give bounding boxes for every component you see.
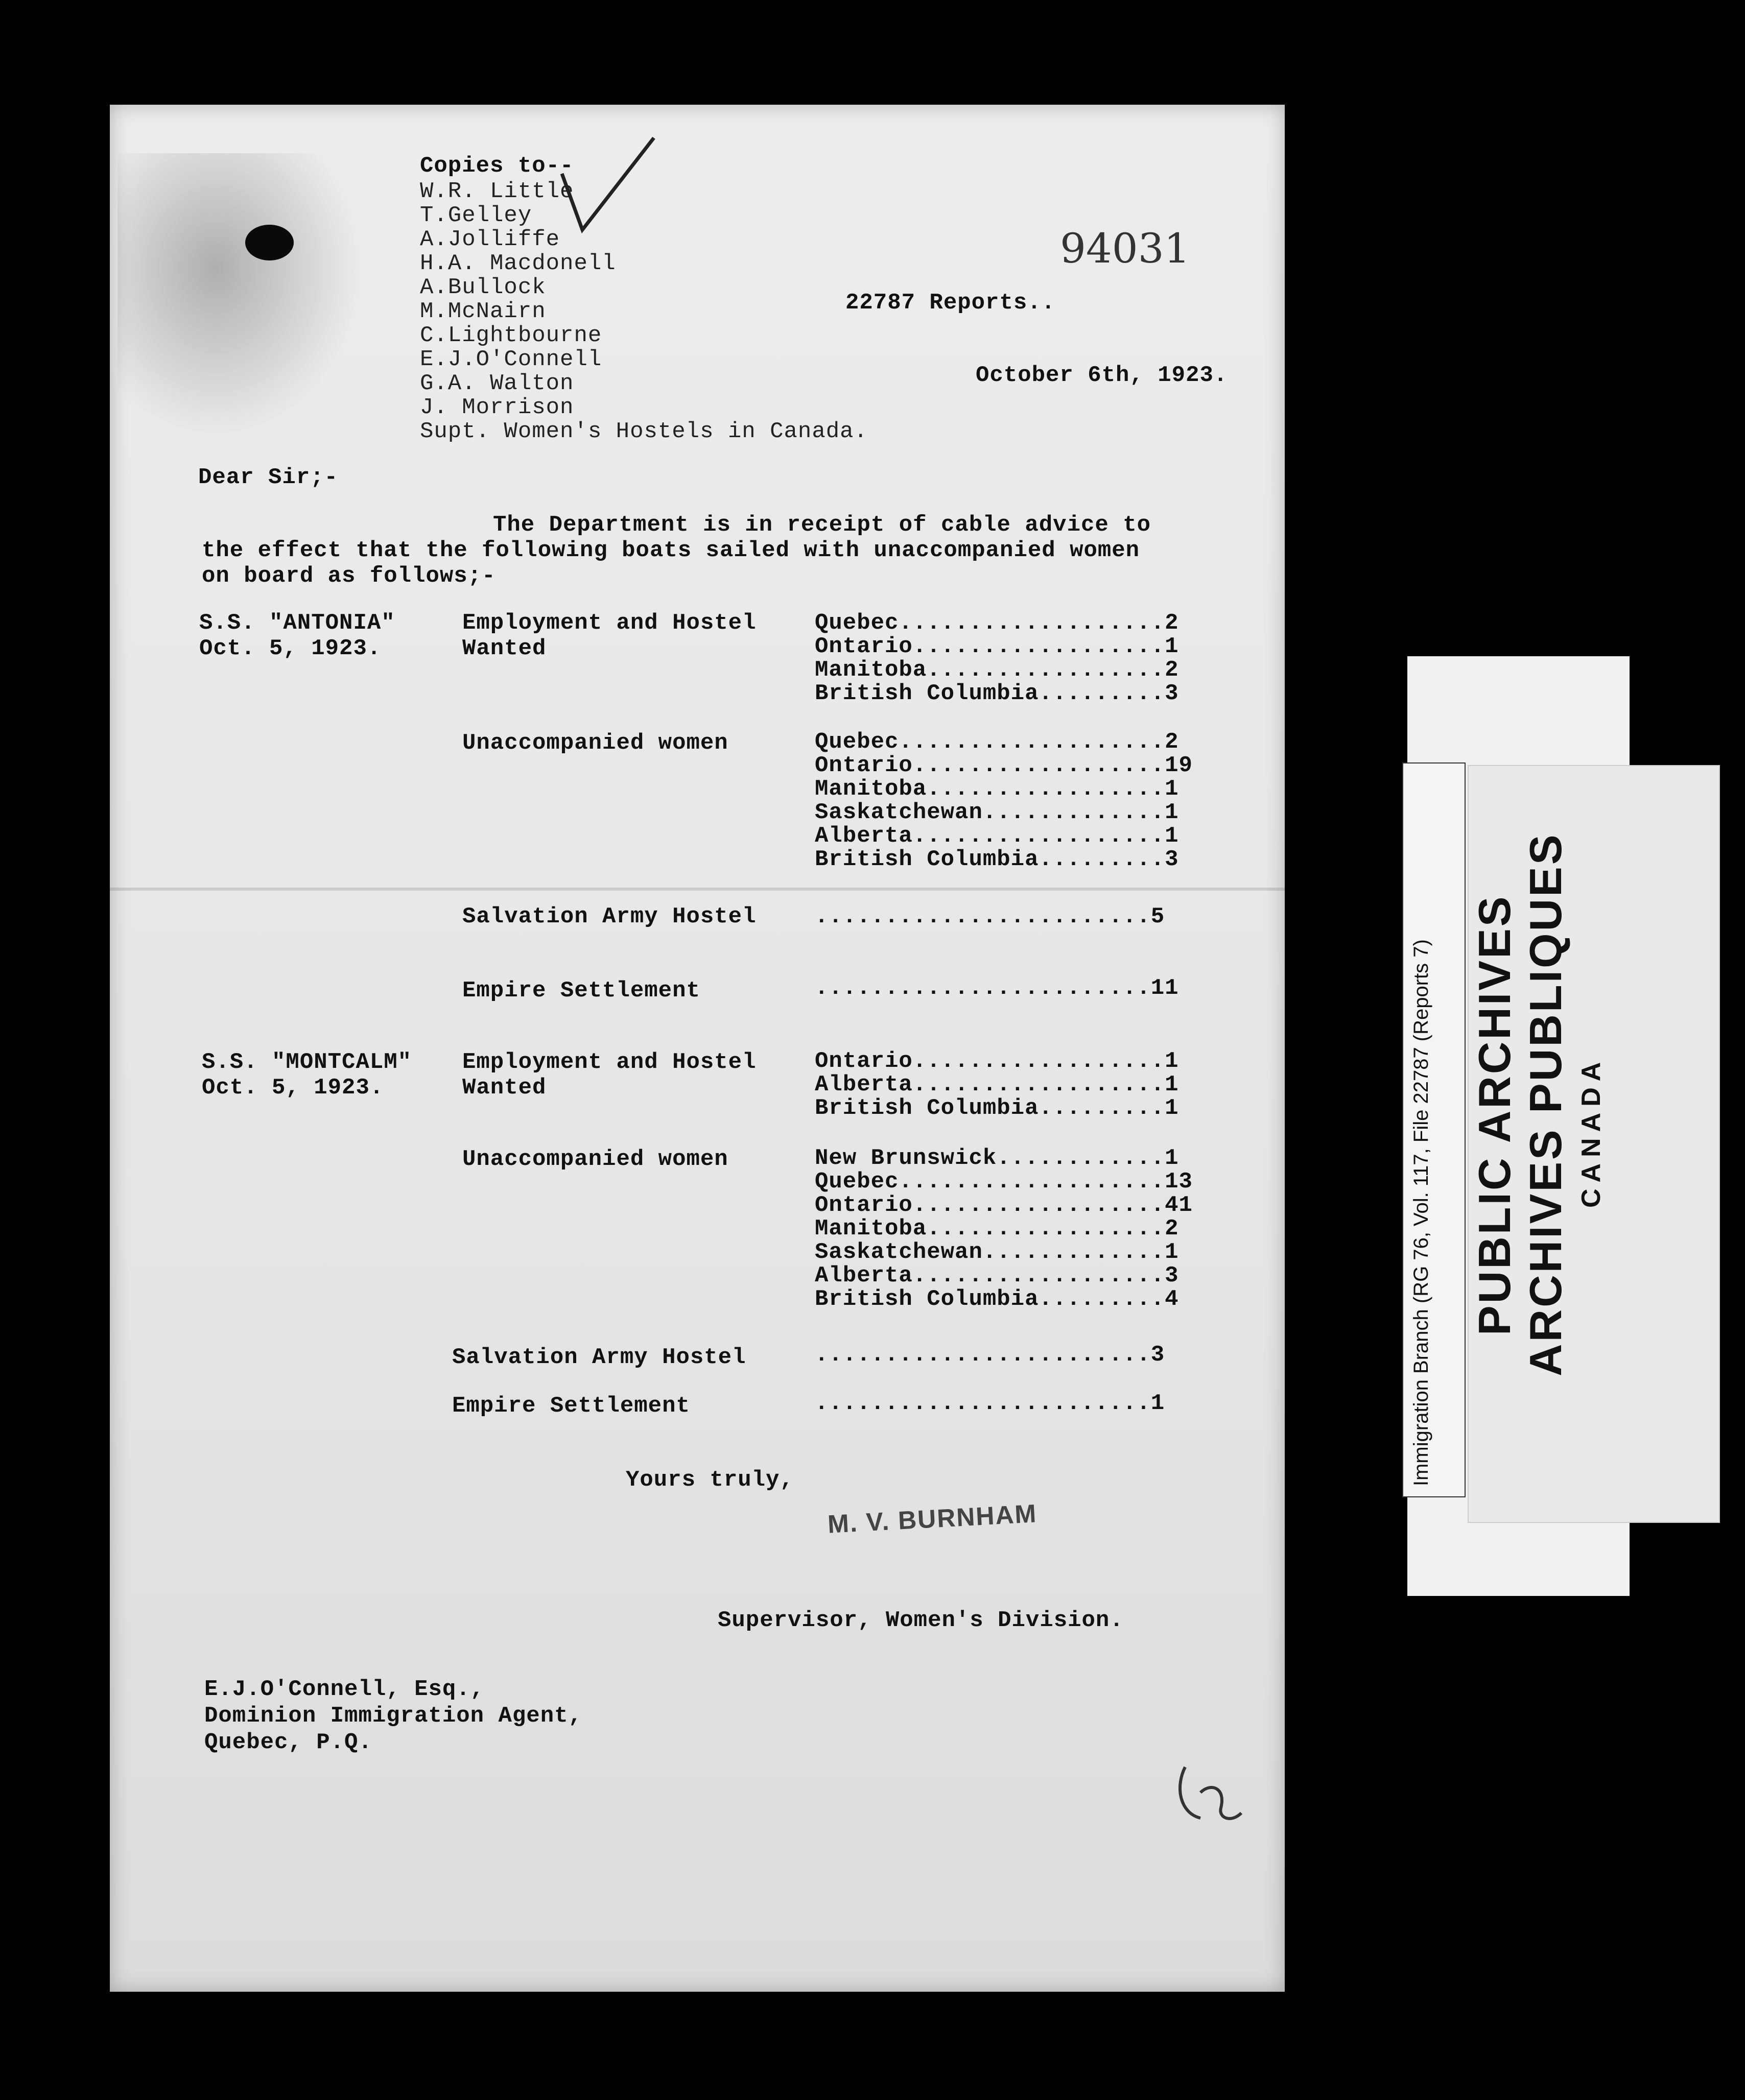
ship-1-date: Oct. 5, 1923. [199, 636, 382, 661]
ship-2-women-row: Manitoba.................2 [815, 1216, 1179, 1242]
ship-1-women-row: Alberta..................1 [815, 823, 1179, 849]
copies-recipient: G.A. Walton [420, 371, 574, 396]
ship-2-salvation-label: Salvation Army Hostel [452, 1345, 746, 1370]
copies-recipient: M.McNairn [420, 299, 546, 324]
copies-heading: Copies to-- [420, 153, 574, 179]
body-line-1: The Department is in receipt of cable advice to [493, 512, 1151, 538]
ship-1-employment-row: Manitoba.................2 [815, 657, 1179, 683]
ink-smudge [117, 153, 363, 439]
ship-1-women-row: British Columbia.........3 [815, 847, 1179, 872]
ship-1-salvation-value: ........................5 [815, 904, 1165, 929]
ship-1-employment-row: British Columbia.........3 [815, 681, 1179, 706]
copies-recipient: E.J.O'Connell [420, 347, 602, 372]
addressee-line: Quebec, P.Q. [204, 1730, 372, 1755]
ship-2-women-label: Unaccompanied women [462, 1147, 728, 1172]
addressee-line: E.J.O'Connell, Esq., [204, 1677, 485, 1702]
archive-line-canada: CANADA [1576, 1056, 1606, 1208]
closing: Yours truly, [626, 1467, 794, 1493]
letter-date: October 6th, 1923. [976, 363, 1228, 388]
ship-2-date: Oct. 5, 1923. [202, 1075, 384, 1101]
ship-2-women-row: British Columbia.........4 [815, 1286, 1179, 1312]
body-line-2: the effect that the following boats sailed with unaccompanied women [202, 538, 1140, 563]
ship-2-name: S.S. "MONTCALM" [202, 1049, 412, 1075]
ship-1-empire-label: Empire Settlement [462, 978, 700, 1004]
copies-recipient: W.R. Little [420, 179, 574, 204]
ship-2-employment-row: Alberta..................1 [815, 1072, 1179, 1097]
ship-1-employment-label-2: Wanted [462, 636, 547, 661]
copies-recipient: A.Bullock [420, 275, 546, 300]
ship-2-empire-value: ........................1 [815, 1391, 1165, 1416]
ink-blot [245, 225, 294, 260]
ship-2-women-row: New Brunswick............1 [815, 1146, 1179, 1171]
copies-recipient: A.Jolliffe [420, 227, 560, 252]
ship-1-women-row: Ontario..................19 [815, 753, 1193, 778]
copies-recipient: T.Gelley [420, 203, 532, 228]
signature-title: Supervisor, Women's Division. [718, 1608, 1124, 1633]
archive-reference: Immigration Branch (RG 76, Vol. 117, File 22787 (Reports 7) [1410, 939, 1432, 1486]
ship-1-employment-row: Ontario..................1 [815, 634, 1179, 659]
ship-2-salvation-value: ........................3 [815, 1342, 1165, 1368]
archive-line-publiques: ARCHIVES PUBLIQUES [1520, 832, 1571, 1376]
ship-1-employment-row: Quebec...................2 [815, 610, 1179, 636]
signature-stamp: M. V. BURNHAM [827, 1499, 1038, 1539]
copies-recipient: C.Lightbourne [420, 323, 602, 348]
ship-2-women-row: Ontario..................41 [815, 1192, 1193, 1218]
ship-1-employment-label: Employment and Hostel [462, 610, 757, 636]
ship-2-women-row: Alberta..................3 [815, 1263, 1179, 1288]
ship-1-women-label: Unaccompanied women [462, 730, 728, 756]
salutation: Dear Sir;- [198, 465, 339, 490]
copies-recipient: J. Morrison [420, 395, 574, 420]
archive-line-public: PUBLIC ARCHIVES [1469, 894, 1520, 1335]
ship-2-employment-label: Employment and Hostel [462, 1049, 757, 1075]
ship-1-name: S.S. "ANTONIA" [199, 610, 395, 636]
handwritten-initials [1170, 1757, 1252, 1833]
ship-2-women-row: Quebec...................13 [815, 1169, 1193, 1195]
handwritten-check-mark [552, 128, 664, 260]
body-line-3: on board as follows;- [202, 563, 496, 589]
ship-1-women-row: Saskatchewan.............1 [815, 800, 1179, 825]
ship-2-employment-row: British Columbia.........1 [815, 1095, 1179, 1121]
ship-1-empire-value: ........................11 [815, 975, 1179, 1001]
ship-1-women-row: Manitoba.................1 [815, 776, 1179, 802]
ship-2-employment-row: Ontario..................1 [815, 1048, 1179, 1074]
ship-2-women-row: Saskatchewan.............1 [815, 1239, 1179, 1265]
reference: 22787 Reports.. [845, 290, 1056, 316]
copies-recipient: Supt. Women's Hostels in Canada. [420, 419, 868, 444]
fold-line [110, 888, 1285, 891]
ship-2-employment-label-2: Wanted [462, 1075, 547, 1101]
file-number: 94031 [1060, 225, 1190, 272]
addressee-line: Dominion Immigration Agent, [204, 1703, 582, 1729]
copies-recipient: H.A. Macdonell [420, 251, 616, 276]
ship-1-salvation-label: Salvation Army Hostel [462, 904, 757, 929]
ship-1-women-row: Quebec...................2 [815, 729, 1179, 755]
ship-2-empire-label: Empire Settlement [452, 1393, 690, 1419]
